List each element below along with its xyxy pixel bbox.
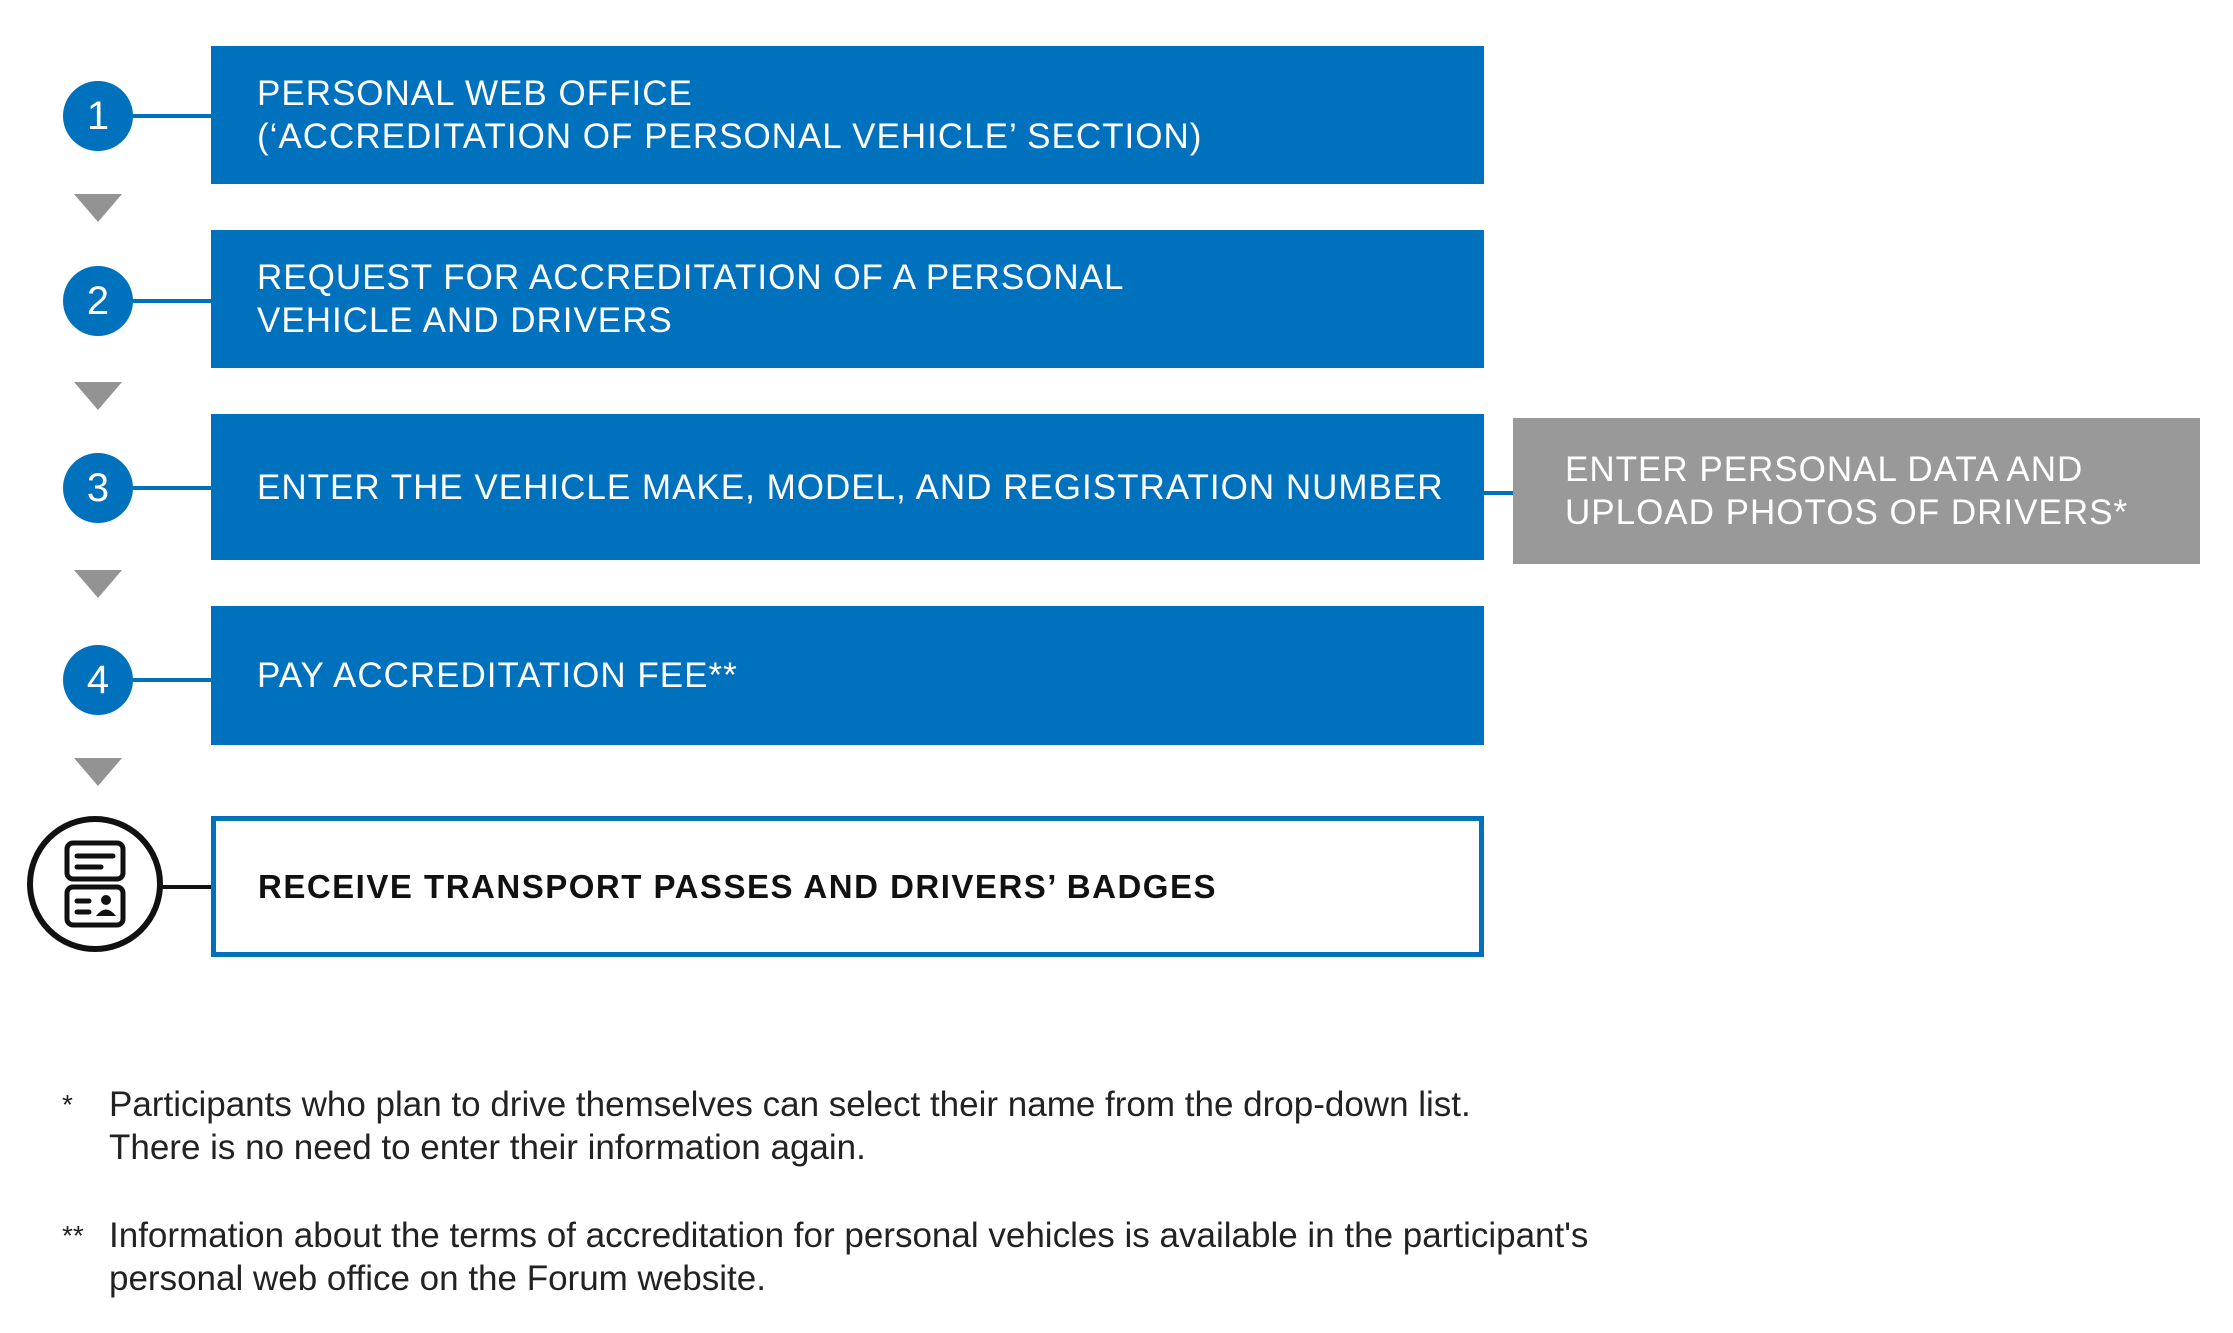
side-step-connector — [1484, 491, 1513, 495]
footnote-2-line-1: Information about the terms of accreditation for personal vehicles is available in the participant's — [109, 1216, 1589, 1255]
step-box-1 — [211, 46, 1484, 184]
step-box-3 — [211, 414, 1484, 560]
badge-id-card-icon — [63, 839, 127, 929]
step-box-4 — [211, 606, 1484, 745]
footnote-1 — [62, 1083, 1471, 1169]
final-step-label: RECEIVE TRANSPORT PASSES AND DRIVERS’ BADGES — [258, 867, 1217, 905]
down-arrow-icon — [74, 570, 122, 598]
step-1-line-1: PERSONAL WEB OFFICE — [257, 74, 693, 113]
final-step-connector — [162, 885, 212, 889]
footnote-1-line-1: Participants who plan to drive themselves can select their name from the drop-down list. — [109, 1085, 1471, 1124]
footnote-1-line-2: There is no need to enter their information again. — [109, 1128, 866, 1167]
side-step-box — [1513, 418, 2200, 564]
step-1-line-2: (‘ACCREDITATION OF PERSONAL VEHICLE’ SECTION) — [257, 117, 1203, 156]
step-2-line-1: REQUEST FOR ACCREDITATION OF A PERSONAL — [257, 258, 1125, 297]
step-number-2: 2 — [63, 266, 133, 336]
down-arrow-icon — [74, 382, 122, 410]
footnote-2-line-2: personal web office on the Forum website. — [109, 1259, 766, 1298]
side-step-line-2: UPLOAD PHOTOS OF DRIVERS* — [1565, 493, 2129, 532]
step-number-1: 1 — [63, 81, 133, 151]
step-connector-4 — [132, 678, 212, 682]
footnote-2-marker: ** — [62, 1220, 84, 1251]
step-number-4: 4 — [63, 645, 133, 715]
final-step-icon-circle — [27, 816, 163, 952]
step-connector-3 — [132, 486, 212, 490]
final-step-box — [211, 816, 1484, 957]
step-connector-2 — [132, 299, 212, 303]
side-step-line-1: ENTER PERSONAL DATA AND — [1565, 450, 2084, 489]
step-4-line-1: PAY ACCREDITATION FEE** — [257, 656, 738, 695]
step-3-line-1: ENTER THE VEHICLE MAKE, MODEL, AND REGISTRATION NUMBER — [257, 467, 1444, 507]
footnote-1-marker: * — [62, 1089, 73, 1120]
step-number-3: 3 — [63, 453, 133, 523]
down-arrow-icon — [74, 758, 122, 786]
footnote-2 — [62, 1214, 1588, 1300]
down-arrow-icon — [74, 194, 122, 222]
step-box-2 — [211, 230, 1484, 368]
step-connector-1 — [132, 114, 212, 118]
step-2-line-2: VEHICLE AND DRIVERS — [257, 301, 673, 340]
